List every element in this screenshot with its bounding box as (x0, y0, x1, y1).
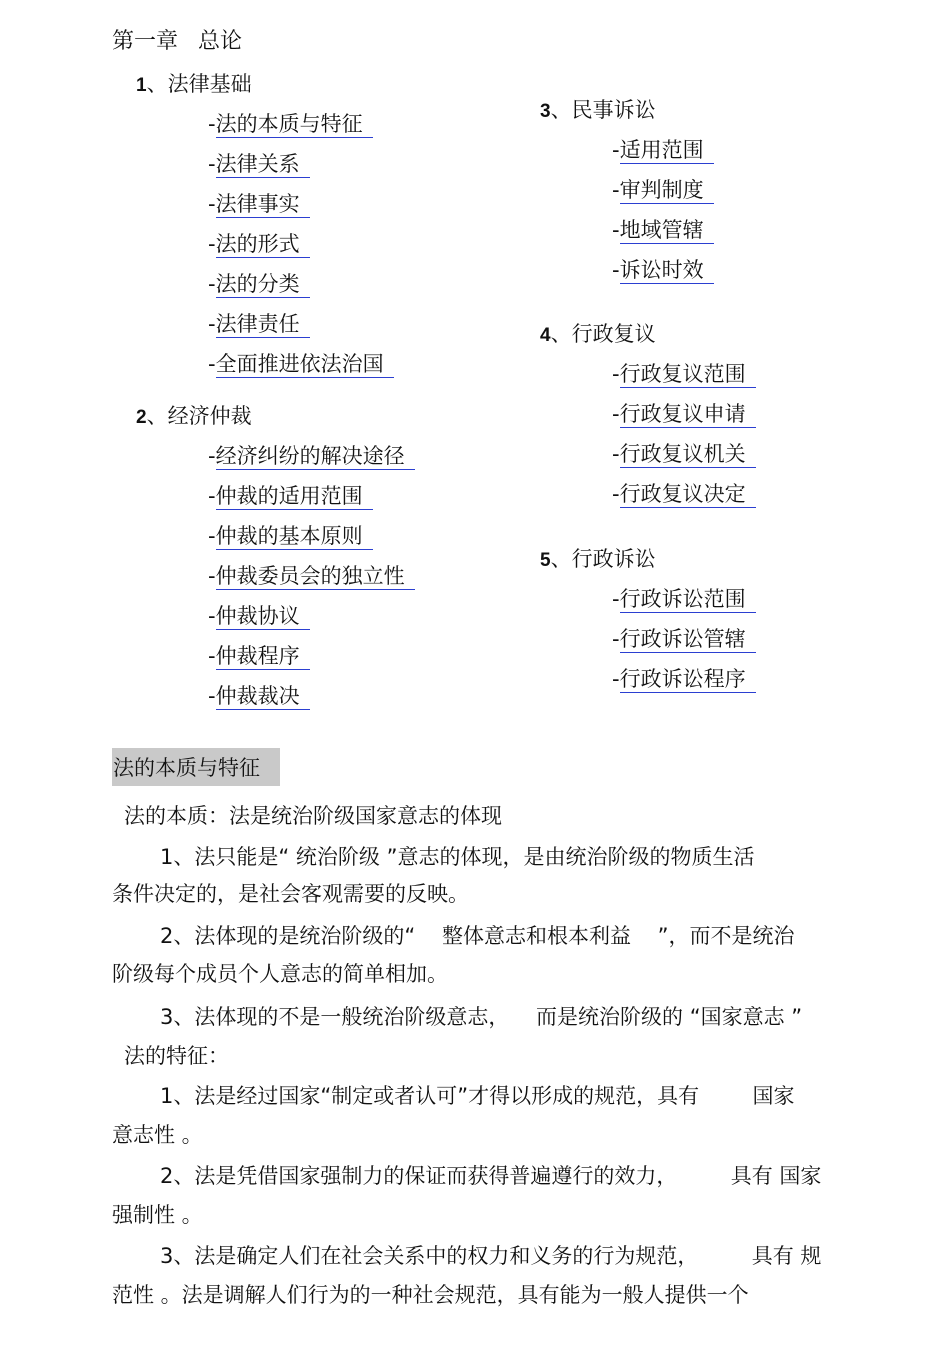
toc-item[interactable]: -仲裁程序 (208, 640, 310, 670)
toc-link[interactable]: 行政诉讼管辖 (620, 627, 756, 653)
toc-link[interactable]: 适用范围 (620, 138, 714, 164)
toc-link[interactable]: 法律事实 (216, 192, 310, 218)
toc-item[interactable]: -法的本质与特征 (208, 108, 373, 138)
toc-link[interactable]: 行政复议决定 (620, 482, 756, 508)
toc-item[interactable]: -行政复议范围 (612, 358, 756, 388)
paragraph-line: 2、法体现的是统治阶级的“ 整体意志和根本利益 ”，而不是统治 (160, 924, 795, 948)
toc-item[interactable]: -法的形式 (208, 228, 310, 258)
toc-item[interactable]: -审判制度 (612, 174, 714, 204)
chapter-title: 总论 (198, 29, 243, 54)
toc-link[interactable]: 行政复议申请 (620, 402, 756, 428)
paragraph-line: 意志性 。 (112, 1123, 203, 1147)
paragraph-line: 范性 。法是调解人们行为的一种社会规范，具有能为一般人提供一个 (112, 1283, 749, 1307)
paragraph-line: 3、法是确定人们在社会关系中的权力和义务的行为规范， 具有 规 (160, 1244, 822, 1268)
toc-item[interactable]: -行政复议决定 (612, 478, 756, 508)
toc-link[interactable]: 法的本质与特征 (216, 112, 373, 138)
paragraph-line: 条件决定的，是社会客观需要的反映。 (112, 882, 469, 906)
toc-link[interactable]: 仲裁委员会的独立性 (216, 564, 415, 590)
toc-item[interactable]: -诉讼时效 (612, 254, 714, 284)
toc-link[interactable]: 审判制度 (620, 178, 714, 204)
toc-item[interactable]: -行政诉讼范围 (612, 583, 756, 613)
section-4-title: 4、行政复议 (540, 322, 656, 346)
toc-item[interactable]: -法律事实 (208, 188, 310, 218)
toc-link[interactable]: 全面推进依法治国 (216, 352, 394, 378)
toc-link[interactable]: 仲裁程序 (216, 644, 310, 670)
paragraph-line: 3、法体现的不是一般统治阶级意志， 而是统治阶级的 “国家意志 ” (160, 1005, 803, 1029)
toc-item[interactable]: -适用范围 (612, 134, 714, 164)
chapter-label: 第一章 (112, 29, 179, 54)
paragraph-line: 强制性 。 (112, 1203, 203, 1227)
toc-link[interactable]: 仲裁的基本原则 (216, 524, 373, 550)
section-heading-highlight: 法的本质与特征 (112, 748, 280, 786)
toc-item[interactable]: -行政复议申请 (612, 398, 756, 428)
toc-link[interactable]: 行政复议范围 (620, 362, 756, 388)
toc-link[interactable]: 法律责任 (216, 312, 310, 338)
toc-item[interactable]: -仲裁委员会的独立性 (208, 560, 415, 590)
toc-link[interactable]: 行政复议机关 (620, 442, 756, 468)
paragraph-line: 阶级每个成员个人意志的简单相加。 (112, 962, 448, 986)
toc-item[interactable]: -全面推进依法治国 (208, 348, 394, 378)
toc-link[interactable]: 行政诉讼程序 (620, 667, 756, 693)
paragraph-line: 1、法只能是“ 统治阶级 ”意志的体现，是由统治阶级的物质生活 (160, 845, 755, 869)
section-3-title: 3、民事诉讼 (540, 98, 656, 122)
features-intro: 法的特征： (124, 1044, 229, 1068)
section-2-title: 2、经济仲裁 (136, 404, 252, 428)
toc-item[interactable]: -仲裁协议 (208, 600, 310, 630)
toc-link[interactable]: 法的形式 (216, 232, 310, 258)
toc-item[interactable]: -行政复议机关 (612, 438, 756, 468)
toc-item[interactable]: -法律关系 (208, 148, 310, 178)
paragraph-line: 2、法是凭借国家强制力的保证而获得普遍遵行的效力， 具有 国家 (160, 1164, 822, 1188)
section-5-title: 5、行政诉讼 (540, 547, 656, 571)
toc-link[interactable]: 仲裁的适用范围 (216, 484, 373, 510)
toc-link[interactable]: 行政诉讼范围 (620, 587, 756, 613)
toc-item[interactable]: -法的分类 (208, 268, 310, 298)
section-1-title: 1、法律基础 (136, 72, 252, 96)
toc-link[interactable]: 法的分类 (216, 272, 310, 298)
toc-item[interactable]: -行政诉讼程序 (612, 663, 756, 693)
toc-item[interactable]: -行政诉讼管辖 (612, 623, 756, 653)
toc-item[interactable]: -经济纠纷的解决途径 (208, 440, 415, 470)
chapter-heading (112, 24, 242, 55)
toc-item[interactable]: -仲裁的基本原则 (208, 520, 373, 550)
toc-link[interactable]: 经济纠纷的解决途径 (216, 444, 415, 470)
toc-item[interactable]: -地域管辖 (612, 214, 714, 244)
toc-link[interactable]: 仲裁协议 (216, 604, 310, 630)
toc-link[interactable]: 法律关系 (216, 152, 310, 178)
toc-item[interactable]: -仲裁裁决 (208, 680, 310, 710)
toc-link[interactable]: 诉讼时效 (620, 258, 714, 284)
toc-item[interactable]: -仲裁的适用范围 (208, 480, 373, 510)
paragraph-line: 1、法是经过国家“制定或者认可”才得以形成的规范，具有 国家 (160, 1084, 795, 1108)
toc-item[interactable]: -法律责任 (208, 308, 310, 338)
essence-intro: 法的本质：法是统治阶级国家意志的体现 (124, 804, 502, 828)
toc-link[interactable]: 仲裁裁决 (216, 684, 310, 710)
toc-link[interactable]: 地域管辖 (620, 218, 714, 244)
